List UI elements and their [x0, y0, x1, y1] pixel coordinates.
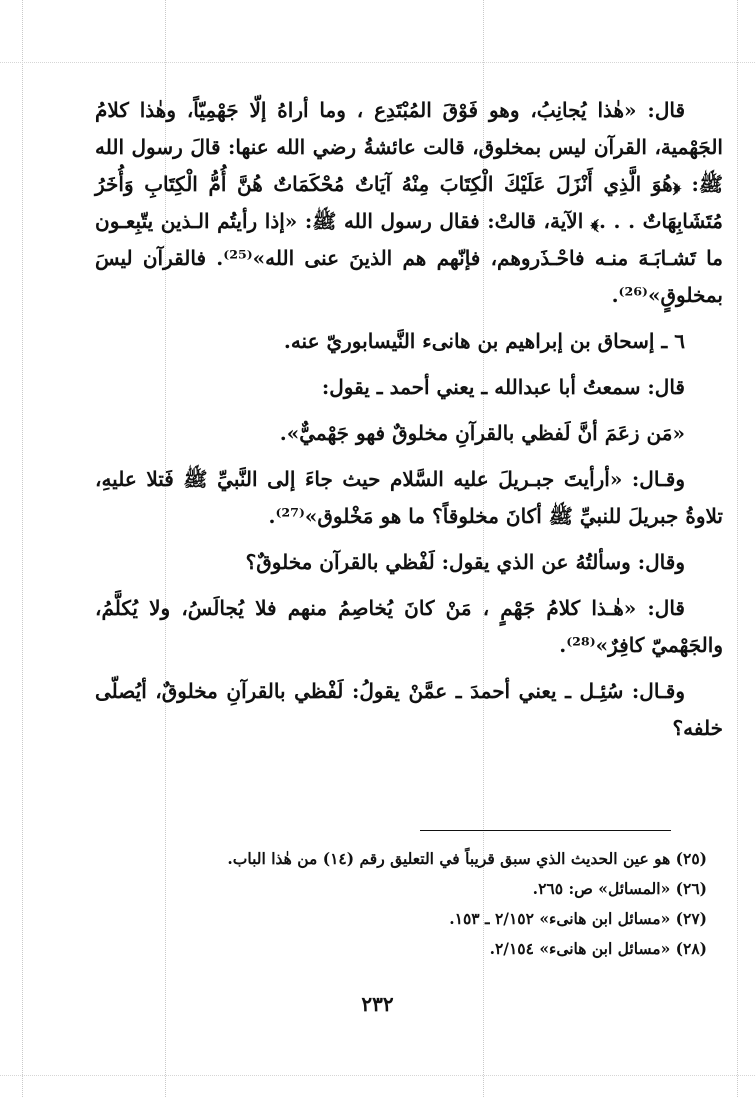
- main-text: [95, 92, 723, 747]
- footnote-26: (٢٦) «المسائل» ص: ٢٦٥.: [532, 879, 707, 898]
- footnote-divider: [420, 830, 671, 831]
- page-number: ٢٣٢: [361, 992, 394, 1016]
- footnotes: [95, 844, 707, 964]
- footnote-25: (٢٥) هو عين الحديث الذي سبق قريباً في التعليق رقم (١٤) من هٰذا الباب.: [227, 849, 707, 868]
- paragraph-question: وقال: وسألتُهُ عن الذي يقول: لَفْظي بالقرآن مخلوقٌ؟: [245, 550, 685, 574]
- paragraph-narrator: ٦ ـ إسحاق بن إبراهيم بن هانىء النَّيسابوريّ عنه.: [283, 329, 685, 353]
- scan-line: [737, 0, 738, 1097]
- scan-line: [22, 0, 23, 1097]
- footnote-27: (٢٧) «مسائل ابن هانىء» ٢/١٥٢ ـ ١٥٣.: [449, 909, 707, 928]
- paragraph-jibril: وقـال: «أرأيتَ جبـريلَ عليه السَّلام حيث جاءَ إلى النَّبيِّ ﷺ فَتلا عليهِ، تلاوةُ جبريلَ للنبيِّ ﷺ أكانَ مخلوقاً؟ ما هو مَخْلوق»⁽²⁷⁾.: [95, 467, 723, 528]
- footnote-28: (٢٨) «مسائل ابن هانىء» ٢/١٥٤.: [489, 939, 707, 958]
- scan-line: [0, 62, 755, 63]
- scan-line: [0, 1075, 755, 1076]
- paragraph-quote-aisha: قال: «هٰذا يُجانِبُ، وهو فَوْقَ المُبْتَدِع ، وما أراهُ إلّا جَهْمِيّاً، وهٰذا كلامُ الجَهْمية، القرآن ليس بمخلوق، قالت عائشةُ رضي الله عنها: قالَ رسول الله ﷺ: ﴿هُوَ الَّذِي أَنْزَلَ عَلَيْكَ الْكِتَابَ مِنْهُ آيَاتٌ مُحْكَمَاتٌ هُنَّ أُمُّ الْكِتَابِ وَأُخَرُ مُتَشَابِهَاتٌ . . .﴾ الآية، قالتْ: فقال رسول الله ﷺ: «إذا رأيتُم الـذين يتّبِعـون ما تَشـابَـهَ منـه فاحْـذَروهم، فإنّهم هم الذينَ عنى الله»⁽²⁵⁾. فالقرآن ليسَ بمخلوقٍ»⁽²⁶⁾.: [95, 98, 723, 307]
- paragraph-lafzi: «مَن زعَمَ أنَّ لَفظي بالقرآنِ مخلوقٌ فهو جَهْميٌّ».: [279, 421, 685, 445]
- paragraph-said: قال: سمعتُ أبا عبدالله ـ يعني أحمد ـ يقول:: [321, 375, 685, 399]
- paragraph-jahm: قال: «هٰـذا كلامُ جَهْمٍ ، مَنْ كانَ يُخاصِمُ منهم فلا يُجالَسُ، ولا يُكلَّمُ، والجَهْميّ كافِرٌ»⁽²⁸⁾.: [95, 596, 723, 657]
- paragraph-prayer: وقـال: سُئِـل ـ يعني أحمدَ ـ عمَّنْ يقولُ: لَفْظي بالقرآنِ مخلوقٌ، أيُصلّى خلفه؟: [95, 679, 723, 740]
